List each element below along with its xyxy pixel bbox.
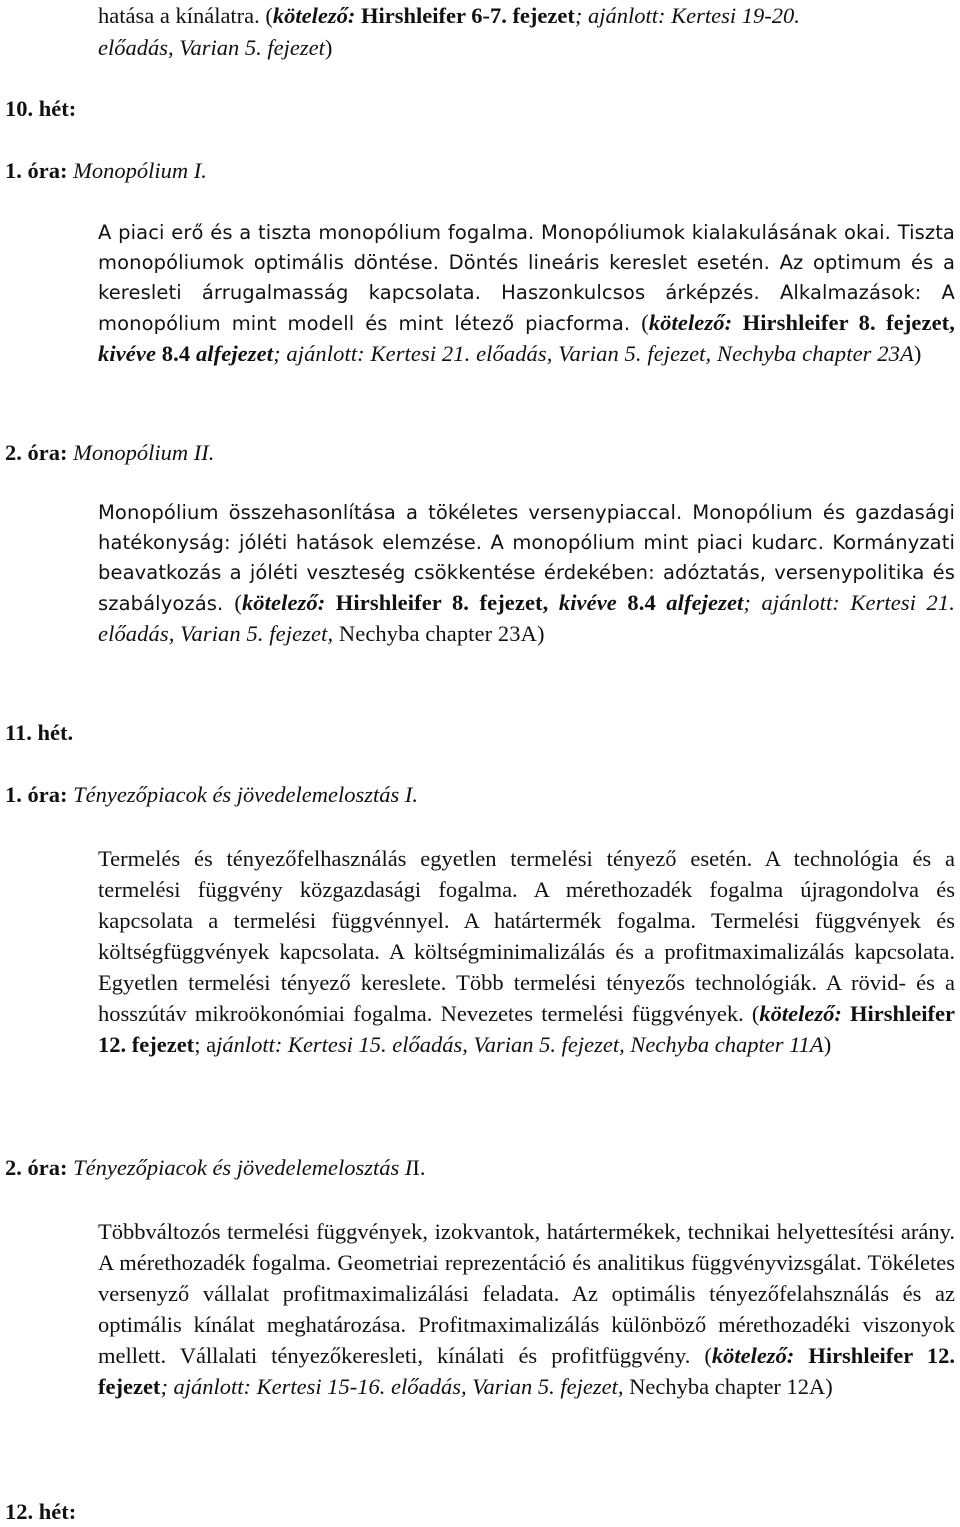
- week-12-label: 12. hét:: [5, 1499, 77, 1524]
- lesson-description: A piaci erő és a tiszta monopólium fogalma. Monopóliumok kialakulásának okai. Tiszta monopóliumok optimális döntése. Döntés lineáris kereslet esetén. Az optimum és a keresleti árrugalmasság kapcsolata. Haszonkulcsos árképzés. Alkalmazások: A monopólium mint modell és mint létező piacforma. (kötelező: Hirshleifer 8. fejezet, kivéve 8.4 alfejezet; ajánlott: Kertesi 21. előadás, Varian 5. fejezet, Nechyba chapter 23A): [98, 221, 955, 366]
- lesson-description: Többváltozós termelési függvények, izokvantok, határtermékek, technikai helyettesítési arány. A mérethozadék fogalma. Geometriai reprezentáció és analitikus függvényvizsgálat. Tökéletes versenyző vállalat profitmaximalizálási feladata. Az optimális tényezőfelahsználás és az optimális kínálat meghatározása. Profitmaximalizálás különböző mérethozadéki viszonyok mellett. Vállalati tényezőkeresleti, kínálati és profitfüggvény. (kötelező: Hirshleifer 12. fejezet; ajánlott: Kertesi 15-16. előadás, Varian 5. fejezet, Nechyba chapter 12A): [98, 1219, 955, 1399]
- week-10-label: 10. hét:: [5, 96, 77, 121]
- lesson-title: Monopólium II.: [73, 440, 215, 465]
- required-label: kötelező:: [272, 3, 356, 28]
- recommended-ref: előadás, Varian 5. fejezet: [98, 35, 325, 60]
- required-ref: Hirshleifer 6-7. fejezet: [355, 3, 575, 28]
- lesson-heading: 1. óra: Monopólium I.: [5, 158, 207, 183]
- lesson-description: Monopólium összehasonlítása a tökéletes versenypiaccal. Monopólium és gazdasági hatékonyság: jóléti hatások elemzése. A monopólium mint piaci kudarc. Kormányzati beavatkozás a jóléti veszteség csökkentése érdekében: adóztatás, versenypolitika és szabályozás. (kötelező: Hirshleifer 8. fejezet, kivéve 8.4 alfejezet; ajánlott: Kertesi 21. előadás, Varian 5. fejezet, Nechyba chapter 23A): [98, 501, 955, 646]
- reading-ref: (kötelező: Hirshleifer 12. fejezet; ajánlott: Kertesi 15-16. előadás, Varian 5. fejezet, Nechyba chapter 12A): [98, 1343, 955, 1399]
- reading-ref: (kötelező: Hirshleifer 8. fejezet, kivéve 8.4 alfejezet; ajánlott: Kertesi 21. előadás, Varian 5. fejezet, Nechyba chapter 23A): [98, 590, 955, 646]
- lesson-title: Tényezőpiacok és jövedelemelosztás I.: [73, 782, 419, 807]
- continuation-line-2: [98, 32, 332, 63]
- text: hatása a kínálatra. (: [98, 3, 273, 28]
- lesson-title: Tényezőpiacok és jövedelemelosztás I: [73, 1155, 413, 1180]
- lesson-description: Termelés és tényezőfelhasználás egyetlen termelési tényező esetén. A technológia és a termelési függvény közgazdasági fogalma. A mérethozadék fogalma újragondolva és kapcsolata a termelési függvénnyel. A határtermék fogalma. Termelési függvények és költségfüggvények kapcsolata. A költségminimalizálás és a profitmaximalizálás kapcsolata. Egyetlen termelési tényező kereslete. Több termelési tényezős technológiák. A rövid- és a hosszútáv mikroökonómiai fogalma. Nevezetes termelési függvények. (kötelező: Hirshleifer 12. fejezet; ajánlott: Kertesi 15. előadás, Varian 5. fejezet, Nechyba chapter 11A): [98, 846, 955, 1057]
- recommended-ref: ; ajánlott: Kertesi 19-20.: [574, 3, 800, 28]
- continuation-line-1: [98, 0, 800, 31]
- reading-ref: (kötelező: Hirshleifer 12. fejezet; ajánlott: Kertesi 15. előadás, Varian 5. fejezet, Nechyba chapter 11A): [98, 1001, 955, 1057]
- lesson-heading: 2. óra: Monopólium II.: [5, 440, 215, 465]
- lesson-heading: 1. óra: Tényezőpiacok és jövedelemelosztás I.: [5, 782, 419, 807]
- lesson-heading: 2. óra: Tényezőpiacok és jövedelemelosztás II.: [5, 1155, 426, 1180]
- reading-ref: (kötelező: Hirshleifer 8. fejezet, kivéve 8.4 alfejezet; ajánlott: Kertesi 21. előadás, Varian 5. fejezet, Nechyba chapter 23A): [98, 310, 955, 366]
- text: ): [324, 35, 333, 60]
- week-11-label: 11. hét.: [5, 720, 74, 745]
- lesson-title: Monopólium I.: [73, 158, 207, 183]
